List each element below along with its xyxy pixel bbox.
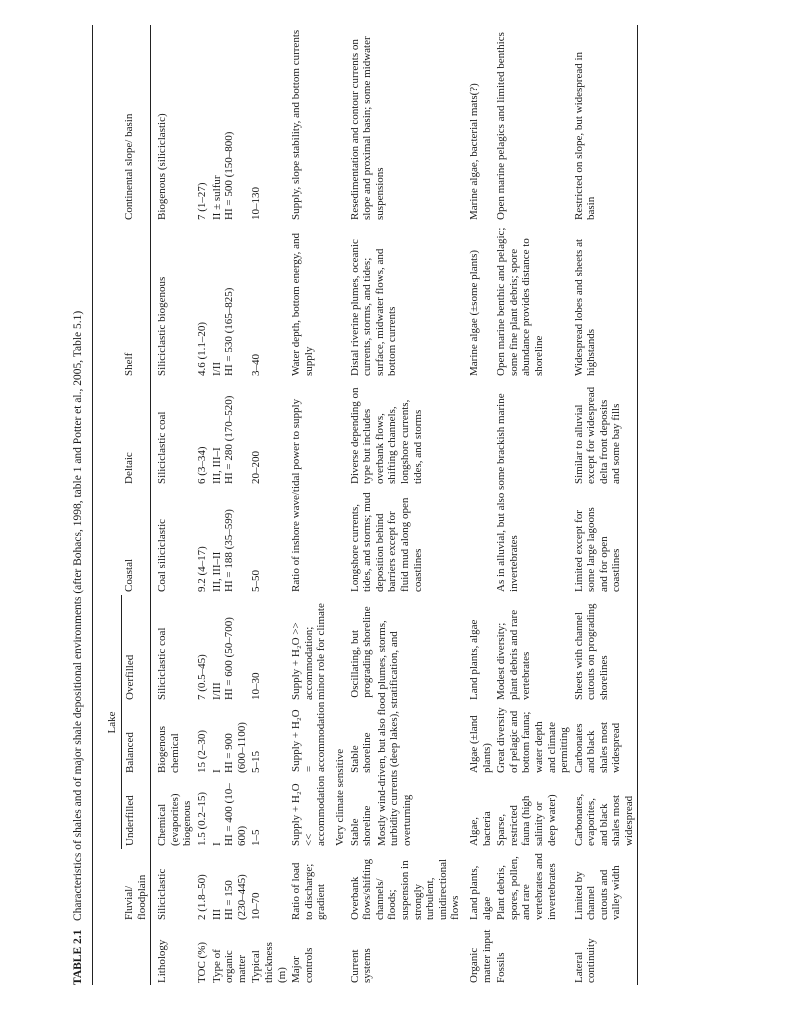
cell: 10–70: [250, 892, 263, 920]
cell: Open marine benthic and pelagic; some fine plant debris; spore abundance provides distance to shoreline: [495, 227, 545, 376]
cell: Coal siliciclastic: [156, 518, 169, 592]
cell: Marine algae (±some plants): [467, 249, 480, 376]
row-lateral: [572, 25, 637, 985]
row-label: Lithology: [156, 939, 169, 983]
cell: Distal riverine plumes, oceanic currents, storms, and tides; surface, midwater flows, and bottom currents: [348, 239, 399, 376]
row-thickness: [249, 25, 289, 985]
col-fluvial: Fluvial/ floodplain: [123, 874, 148, 920]
cell: 20–200: [250, 450, 263, 484]
cell: As in alluvial, but also some brackish marine invertebrates: [495, 393, 520, 592]
cell: Algae, bacteria: [467, 811, 493, 846]
cell: Diverse depending on type but includes overbank flows, shifting channels, longshore currents, tides, and storms: [348, 387, 424, 484]
cell: Siliciclastic: [156, 868, 169, 920]
cell: 5–15: [250, 751, 263, 773]
top-rule: [92, 25, 93, 985]
cell: Open marine pelagics and limited benthics: [495, 32, 508, 220]
cell: Restricted on slope, but widespread in basin: [572, 51, 598, 220]
hi-value: HI = 188 (35–599): [223, 509, 236, 592]
cell: 5–50: [250, 569, 263, 592]
header-row-group: [104, 25, 121, 985]
balanced-current: Stable shoreline: [348, 732, 374, 773]
cell: Biogenous chemical: [156, 725, 181, 773]
row-label: Organic matter input: [467, 929, 493, 983]
cell: Widespread lobes and sheets at highstands: [572, 238, 598, 376]
col-underfilled: Underfilled: [123, 795, 136, 846]
hi-value: HI = 600 (50–700): [223, 617, 236, 700]
balanced-control: Supply + H₂O = accommodation: [290, 701, 328, 772]
cell: Land plants, algae: [467, 865, 493, 920]
cell: Chemical (evaporites) biogenous: [156, 793, 194, 846]
cell: Algae (±land plants): [467, 715, 493, 773]
cell: 3–40: [250, 353, 263, 376]
row-toc: [195, 25, 210, 985]
cell: Supply + H₂O >> accommodation; minor role for climate: [290, 603, 328, 700]
cell: Limited by channel cutouts and valley width: [572, 865, 623, 920]
cell: Biogenous (siliciclastic): [156, 113, 169, 220]
row-input: [463, 25, 494, 985]
table-caption: [72, 311, 84, 985]
type-value: I/III: [210, 682, 223, 700]
cell: Land plants, algae: [467, 619, 480, 700]
type-value: I: [210, 769, 223, 773]
cell: 7 (0.5–45): [196, 654, 209, 700]
overfilled-current: Oscillating, but prograding shoreline: [348, 606, 374, 698]
cell: [210, 595, 250, 703]
type-value: III: [210, 909, 223, 920]
cell: Resedimentation and contour currents on slope and proximal basin; some midwater suspensions: [348, 36, 386, 220]
cell: [210, 776, 250, 849]
hi-value: HI = 280 (170–520): [223, 395, 236, 484]
cell: Plant debris, spores, pollen, and rare vertebrates and invertebrates: [495, 853, 558, 920]
rotated-page: [66, 25, 786, 985]
cell: Sheets with channel cutouts on prograding shorelines: [572, 603, 610, 700]
cell: [289, 703, 347, 849]
type-value: III, III–II: [210, 551, 223, 592]
row-label: TOC (%): [196, 941, 209, 983]
row-label: Major controls: [290, 947, 315, 983]
cell: 4.6 (1.1–20): [196, 321, 209, 376]
cell: 15 (2–30): [196, 729, 209, 773]
cell: 1–5: [250, 829, 263, 846]
table-label: TABLE 2.1: [72, 929, 84, 985]
cell: 1.5 (0.2–15): [196, 791, 209, 846]
cell: Ratio of load to discharge; gradient: [290, 862, 328, 920]
cell: [463, 379, 494, 595]
lake-current-note: Mostly wind-driven, but also flood plumes, storms, turbidity currents (deep lakes), stratification, and overturning: [375, 620, 413, 846]
row-label: Current systems: [348, 948, 374, 983]
table-title: Characteristics of shales and of major shale depositional environments (after Bohacs, 1998, table 1 and Potter et al., 2005, Table 5.1): [72, 310, 84, 921]
cell: Sparse, restricted fauna (high salinity or deep water): [495, 794, 558, 846]
col-shelf: Shelf: [123, 352, 136, 376]
cell: 6 (3–34): [196, 446, 209, 484]
hi-value: HI = 150 (230–445): [223, 874, 248, 920]
cell: 7 (1–27): [196, 182, 209, 220]
cell: Longshore currents, tides, and storms; mud deposition behind barriers except for fluid mud along open coastlines: [348, 492, 424, 592]
row-fossils: [494, 25, 572, 985]
cell: Overbank flows/shifting channels/ floods; suspension in strongly turbulent, unidirectional flows: [348, 858, 462, 920]
row-controls: [289, 25, 347, 985]
cell: [210, 487, 250, 595]
col-deltaic: Deltaic: [123, 452, 136, 484]
cell: Great diversity of pelagic and bottom fauna; water depth and climate permitting: [495, 707, 571, 773]
cell: [210, 223, 250, 379]
row-label: Type of organic matter: [210, 949, 248, 983]
cell: Supply, slope stability, and bottom currents: [290, 29, 303, 220]
cell: Marine algae, bacterial mats(?): [467, 83, 480, 220]
col-slope: Continental slope/ basin: [123, 113, 136, 220]
row-label: Typical thickness (m): [250, 942, 288, 983]
row-lithology: [151, 25, 195, 985]
col-overfilled: Overfilled: [123, 654, 136, 700]
hi-value: HI = 500 (150–800): [223, 131, 236, 220]
cell: Ratio of inshore wave/tidal power to supply: [290, 398, 303, 592]
cell: Carbonates, evaporites, and black shales most widespread: [572, 793, 636, 846]
cell: Water depth, bottom energy, and supply: [290, 232, 315, 376]
lake-climate-note: Very climate sensitive: [334, 748, 346, 846]
cell: Similar to alluvial except for widespread delta front deposits and some bay fills: [572, 386, 623, 484]
underfilled-current: Stable shoreline: [348, 805, 374, 846]
cell: 10–130: [250, 186, 263, 220]
cell: Siliciclastic coal: [156, 627, 169, 700]
cell: [210, 379, 250, 487]
cell: [210, 25, 250, 223]
cell: Carbonates and black shales most widespread: [572, 721, 623, 773]
underfilled-control: Supply + H₂O << accommodation: [290, 775, 328, 846]
cell: 2 (1.8–50): [196, 874, 209, 920]
cell: [210, 849, 250, 923]
cell: Siliciclastic coal: [156, 411, 169, 484]
cell: 10–30: [250, 672, 263, 700]
cell: 9.2 (4–17): [196, 546, 209, 592]
cell: Siliciclastic biogenous: [156, 276, 169, 376]
cell: Modest diversity; plant debris and rare vertebrates: [495, 609, 533, 700]
cell: [348, 595, 463, 849]
hi-value: HI = 900 (600–1100): [223, 722, 248, 773]
col-balanced: Balanced: [123, 732, 136, 773]
hi-value: HI = 530 (165–825): [223, 287, 236, 376]
type-value: II ± sulfur: [210, 175, 223, 220]
row-currents: [348, 25, 463, 985]
row-label: Lateral continuity: [572, 938, 598, 983]
header-row-columns: [121, 25, 151, 985]
row-label: Fossils: [495, 952, 508, 983]
type-value: I: [210, 842, 223, 846]
type-value: III, III–I: [210, 447, 223, 484]
type-value: I/II: [210, 361, 223, 376]
shale-environments-table: [104, 25, 638, 985]
col-coastal: Coastal: [123, 558, 136, 592]
lake-group-header: Lake: [104, 595, 121, 849]
hi-value: HI = 400 (10–600): [223, 783, 248, 846]
row-organic-type: [210, 25, 250, 985]
cell: [210, 703, 250, 776]
cell: Limited except for some large lagoons and for open coastlines: [572, 507, 623, 592]
